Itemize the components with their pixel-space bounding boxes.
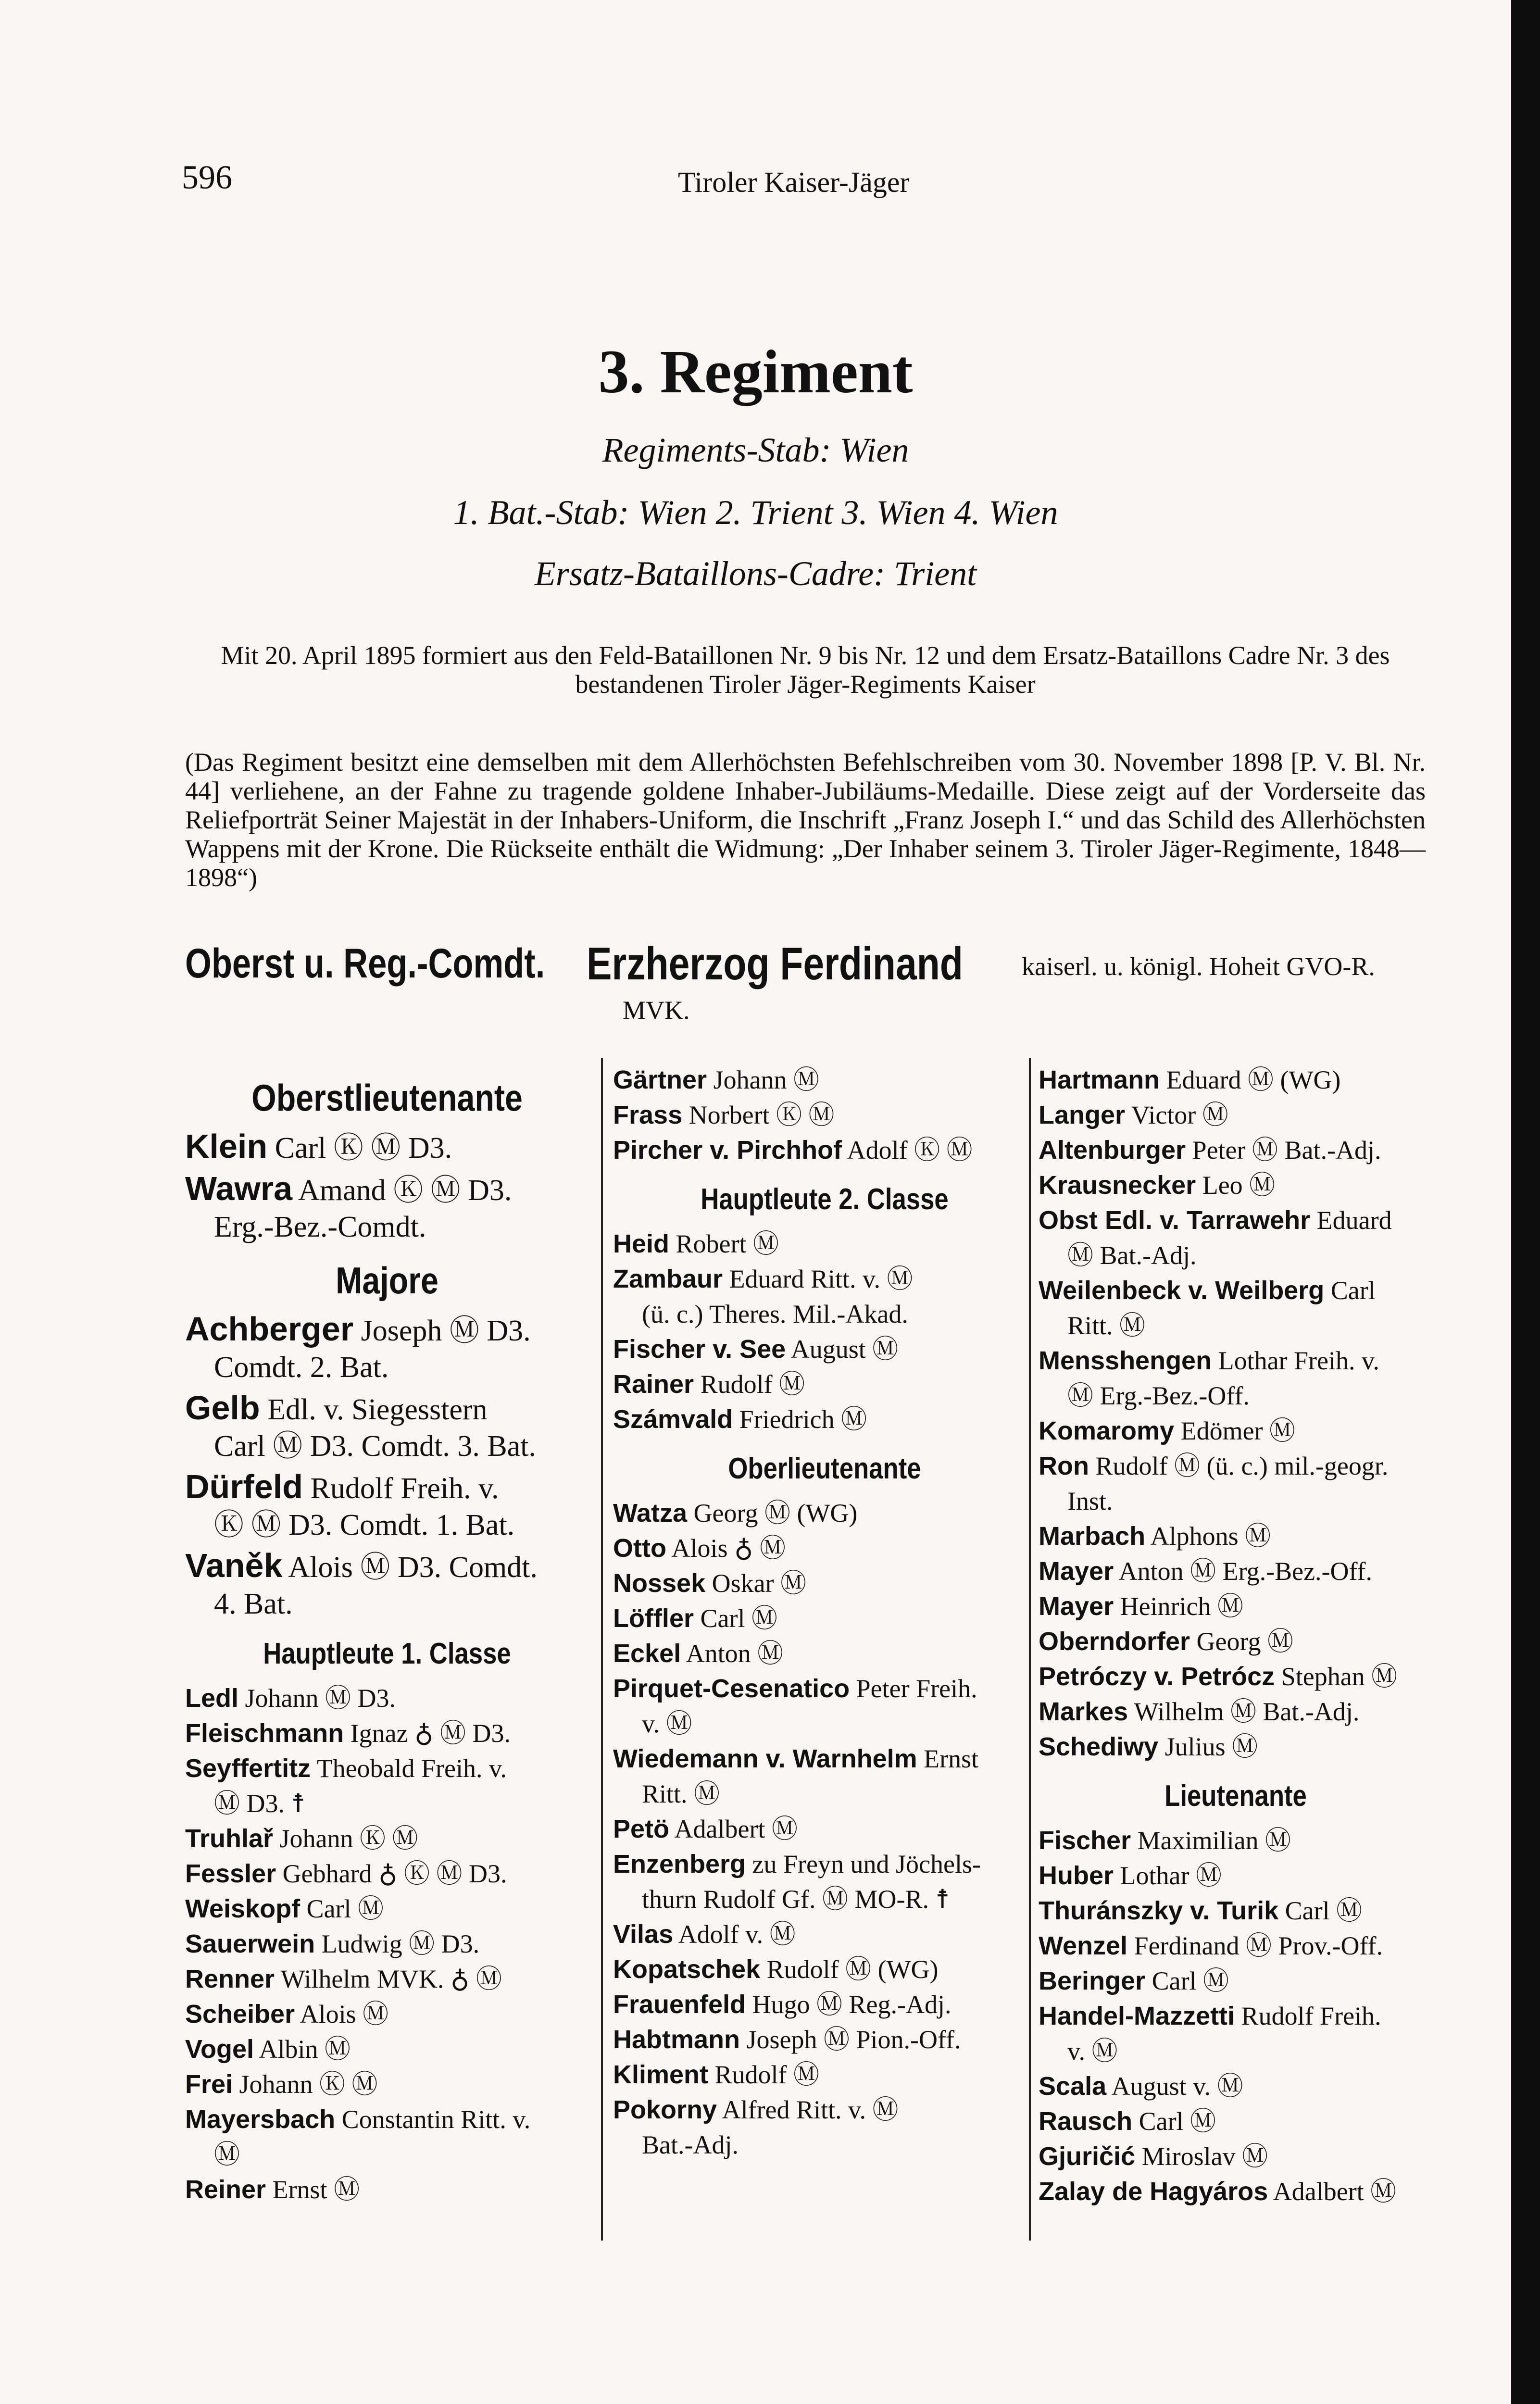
officer-details: Ferdinand Ⓜ Prov.-Off.: [1127, 1931, 1383, 1960]
officer-details: Johann Ⓚ Ⓜ: [273, 1824, 418, 1853]
officer-details: Eduard: [1310, 1206, 1392, 1235]
officer-details: August v. Ⓜ: [1106, 2072, 1243, 2101]
officer-surname: Markes: [1039, 1697, 1128, 1726]
officer-details: Johann Ⓜ D3.: [238, 1684, 396, 1713]
officer-details: zu Freyn und Jöchels-: [746, 1850, 981, 1878]
officer-details: Carl Ⓚ Ⓜ D3.: [267, 1132, 452, 1164]
roster-entry: [1039, 1999, 1433, 2069]
officer-surname: Frauenfeld: [613, 1990, 746, 2019]
entry-list: [613, 1063, 1036, 1168]
officer-details: Carl Ⓜ: [1278, 1896, 1363, 1925]
staff-line: Regiments-Stab: Wien: [602, 431, 909, 469]
officer-details: Ignaz ♁ Ⓜ D3.: [344, 1719, 511, 1748]
officer-surname: Eckel: [613, 1639, 681, 1668]
officer-details: Alois ♁ Ⓜ: [666, 1534, 786, 1563]
officer-details: Heinrich Ⓜ: [1114, 1592, 1244, 1621]
roster-entry: [1039, 1133, 1433, 1168]
officer-surname: Hartmann: [1039, 1065, 1160, 1094]
officer-surname: Gärtner: [613, 1065, 707, 1094]
officer-surname: Scala: [1039, 2072, 1107, 2101]
commander-rank: Oberst u. Reg.-Comdt.: [185, 940, 545, 987]
roster-entry: [185, 1891, 589, 1927]
formation-text: Mit 20. April 1895 formiert aus den Feld-Bataillonen Nr. 9 bis Nr. 12 und dem Ersatz-Bataillons Cadre Nr. 3 des bestandenen Tiroler Jäger-Regiments Kaiser: [221, 641, 1390, 699]
roster-entry: [1039, 1694, 1433, 1729]
officer-details: Adolf v. Ⓜ: [673, 1920, 796, 1949]
officer-details-continued: Bat.-Adj.: [642, 2130, 739, 2159]
officer-surname: Mayer: [1039, 1592, 1114, 1621]
officer-details: Peter Freih.: [850, 1674, 977, 1703]
officer-details-continued: Ritt. Ⓜ: [1067, 1311, 1146, 1340]
officer-details: Edömer Ⓜ: [1174, 1416, 1296, 1445]
roster-entry: [1039, 1449, 1433, 1519]
roster-entry: [613, 1636, 1036, 1671]
roster-entry: [613, 1987, 1036, 2022]
roster-entry: [1039, 1098, 1433, 1133]
officer-details: Edl. v. Siegesstern: [260, 1393, 488, 1426]
scan-edge: [1511, 0, 1540, 2404]
roster-entry: [1039, 1414, 1433, 1449]
ersatz-line: Ersatz-Bataillons-Cadre: Trient: [534, 554, 977, 593]
page-title: 3. Regiment: [598, 338, 913, 406]
roster-entry: [1039, 1554, 1433, 1589]
roster-entry: [1039, 2069, 1433, 2104]
officer-details: Adalbert Ⓜ: [1268, 2177, 1397, 2206]
entry-list: [1039, 1063, 1433, 1765]
officer-details: Anton Ⓜ: [681, 1639, 784, 1668]
roster-entry: [185, 1547, 589, 1622]
officer-details: Gebhard ♁ Ⓚ Ⓜ D3.: [276, 1859, 507, 1888]
officer-details: Carl Ⓜ: [1145, 1966, 1229, 1995]
officer-details: Norbert Ⓚ Ⓜ: [682, 1101, 835, 1129]
officer-surname: Fessler: [185, 1859, 276, 1888]
officer-surname: Renner: [185, 1965, 275, 1993]
officer-surname: Nossek: [613, 1569, 706, 1598]
officer-surname: Gelb: [185, 1389, 260, 1427]
officer-surname: Langer: [1039, 1101, 1126, 1129]
officer-surname: Wiedemann v. Warnhelm: [613, 1744, 917, 1773]
officer-details: Eduard Ⓜ (WG): [1160, 1065, 1341, 1094]
officer-details-continued: Ⓜ Bat.-Adj.: [1067, 1241, 1197, 1270]
officer-surname: Ron: [1039, 1452, 1089, 1480]
officer-surname: Heid: [613, 1229, 670, 1258]
roster-entry: [185, 1170, 589, 1245]
officer-surname: Handel-Mazzetti: [1039, 2002, 1235, 2030]
officer-surname: Számvald: [613, 1405, 733, 1434]
roster-entry: [185, 1681, 589, 1716]
officer-surname: Enzenberg: [613, 1850, 746, 1878]
officer-surname: Kliment: [613, 2060, 709, 2089]
officer-details-continued: v. Ⓜ: [1067, 2037, 1118, 2066]
entry-list: [185, 1311, 589, 1622]
roster-entry: [185, 1716, 589, 1751]
officer-surname: Petö: [613, 1815, 670, 1843]
roster-entry: [185, 1468, 589, 1543]
roster-entry: [613, 1133, 1036, 1168]
entry-list: [1039, 1823, 1433, 2209]
roster-entry: [1039, 1063, 1433, 1098]
officer-details-continued: (ü. c.) Theres. Mil.-Akad.: [642, 1300, 908, 1328]
officer-surname: Löffler: [613, 1604, 694, 1633]
officer-details: Johann Ⓜ: [707, 1065, 820, 1094]
roster-entry: [1039, 2139, 1433, 2174]
roster-entry: [613, 1847, 1036, 1917]
officer-surname: Fischer: [1039, 1826, 1131, 1855]
officer-surname: Huber: [1039, 1861, 1114, 1890]
officer-details: Carl: [1324, 1276, 1376, 1305]
officer-surname: Gjuričić: [1039, 2142, 1136, 2171]
roster-entry: [1039, 2104, 1433, 2139]
roster-entry: [613, 1262, 1036, 1332]
officer-surname: Achberger: [185, 1310, 354, 1348]
roster-entry: [613, 1952, 1036, 1987]
officer-details: Georg Ⓜ (WG): [687, 1499, 858, 1528]
officer-surname: Marbach: [1039, 1522, 1146, 1551]
officer-details: Carl Ⓜ: [300, 1894, 384, 1923]
roster-entry: [185, 1311, 589, 1386]
officer-surname: Habtmann: [613, 2025, 740, 2054]
officer-details: Amand Ⓚ Ⓜ D3.: [292, 1174, 512, 1207]
roster-entry: [185, 1821, 589, 1856]
roster-entry: [1039, 1203, 1433, 1273]
officer-surname: Fischer v. See: [613, 1335, 786, 1364]
officer-details: Carl Ⓜ: [1132, 2107, 1216, 2136]
commander-name: Erzherzog Ferdinand: [587, 938, 963, 989]
officer-details: Rudolf Freih.: [1235, 2002, 1381, 2030]
officer-surname: Seyffertitz: [185, 1754, 311, 1783]
officer-surname: Wenzel: [1039, 1931, 1128, 1960]
officer-details-continued: Erg.-Bez.-Comdt.: [214, 1211, 426, 1243]
officer-surname: Wawra: [185, 1170, 293, 1207]
officer-surname: Otto: [613, 1534, 666, 1563]
officer-surname: Frass: [613, 1101, 683, 1129]
section-heading: Oberlieutenante: [728, 1452, 921, 1485]
section-heading: Majore: [336, 1259, 438, 1302]
officer-surname: Thuránszky v. Turik: [1039, 1896, 1279, 1925]
officer-details: Albin Ⓜ: [254, 2035, 351, 2064]
roster-entry: [185, 2067, 589, 2102]
roster-entry: [613, 2092, 1036, 2163]
officer-details: Stephan Ⓜ: [1275, 1662, 1398, 1691]
officer-details: Johann Ⓚ Ⓜ: [233, 2070, 378, 2099]
medal-text: (Das Regiment besitzt eine demselben mit dem Allerhöchsten Befehlschreiben vom 30. November 1898 [P. V. Bl. Nr. 44] verliehene, an der Fahne zu tragende goldene Inhaber-Jubiläums-Medaille. Diese zeigt auf der Vorderseite das Reliefporträt Seiner Majestät in der Inhabers-Uniform, die Inschrift „Franz Joseph I.“ und das Schild des Allerhöchsten Wappens mit der Krone. Die Rückseite enthält die Widmung: „Der Inhaber seinem 3. Tiroler Jäger-Regimente, 1848—1898“): [185, 748, 1426, 892]
officer-details: Alfred Ritt. v. Ⓜ: [717, 2095, 899, 2124]
roster-entry: [185, 1856, 589, 1891]
officer-surname: Dürfeld: [185, 1468, 303, 1505]
officer-details-continued: Carl Ⓜ D3. Comdt. 3. Bat.: [214, 1430, 536, 1463]
roster-entry: [1039, 1659, 1433, 1694]
officer-details-continued: Ⓚ Ⓜ D3. Comdt. 1. Bat.: [214, 1509, 515, 1541]
column-divider: [601, 1058, 603, 2241]
officer-surname: Reiner: [185, 2175, 266, 2204]
roster-entry: [613, 2022, 1036, 2057]
officer-surname: Sauerwein: [185, 1929, 315, 1958]
officer-details: Georg Ⓜ: [1190, 1627, 1294, 1656]
roster-entry: [1039, 2174, 1433, 2209]
officer-details: Rudolf Freih. v.: [303, 1472, 499, 1505]
section-heading: Oberstlieutenante: [251, 1077, 523, 1119]
officer-details: Alois Ⓜ D3. Comdt.: [282, 1551, 538, 1584]
entry-list: [185, 1681, 589, 2207]
officer-surname: Pokorny: [613, 2095, 717, 2124]
officer-details: Carl Ⓜ: [694, 1604, 777, 1633]
roster-entry: [1039, 1858, 1433, 1893]
roster-entry: [185, 1962, 589, 1997]
roster-entry: [1039, 1589, 1433, 1624]
battalion-line: 1. Bat.-Stab: Wien 2. Trient 3. Wien 4. Wien: [453, 493, 1058, 532]
roster-entry: [185, 2172, 589, 2207]
roster-entry: [185, 1128, 589, 1166]
column-2: [613, 1063, 1036, 2163]
officer-surname: Obst Edl. v. Tarrawehr: [1039, 1206, 1311, 1235]
officer-surname: Vaněk: [185, 1547, 283, 1584]
officer-details: Rudolf Ⓜ (WG): [760, 1955, 939, 1984]
officer-surname: Scheiber: [185, 2000, 295, 2028]
roster-entry: [613, 1531, 1036, 1566]
roster-entry: [185, 1751, 589, 1821]
officer-details: Rudolf Ⓜ (ü. c.) mil.-geogr.: [1089, 1452, 1389, 1480]
officer-surname: Schediwy: [1039, 1732, 1159, 1761]
section-heading: Lieutenante: [1164, 1779, 1307, 1813]
officer-details: Maximilian Ⓜ: [1131, 1826, 1291, 1855]
entry-list: [185, 1128, 589, 1245]
roster-entry: [1039, 1624, 1433, 1659]
officer-details: Adolf Ⓚ Ⓜ: [842, 1136, 973, 1164]
officer-details: August Ⓜ: [786, 1335, 899, 1364]
officer-details: Rudolf Ⓜ: [694, 1370, 805, 1399]
roster-entry: [613, 1601, 1036, 1636]
officer-surname: Ledl: [185, 1684, 239, 1713]
officer-surname: Zambaur: [613, 1265, 723, 1293]
roster-entry: [1039, 1519, 1433, 1554]
officer-details: Peter Ⓜ Bat.-Adj.: [1186, 1136, 1381, 1164]
officer-details: Alois Ⓜ: [295, 2000, 389, 2028]
roster-entry: [613, 1227, 1036, 1262]
officer-surname: Petróczy v. Petrócz: [1039, 1662, 1275, 1691]
roster-entry: [613, 1098, 1036, 1133]
roster-entry: [1039, 1343, 1433, 1414]
running-title: Tiroler Kaiser-Jäger: [678, 166, 910, 198]
officer-details: Julius Ⓜ: [1158, 1732, 1258, 1761]
roster-entry: [613, 1332, 1036, 1367]
officer-surname: Komaromy: [1039, 1416, 1175, 1445]
officer-details: Theobald Freih. v.: [311, 1754, 507, 1783]
officer-surname: Kopatschek: [613, 1955, 761, 1984]
officer-surname: Frei: [185, 2070, 233, 2099]
roster-entry: [613, 1367, 1036, 1402]
officer-details-continued: Ⓜ: [214, 2140, 240, 2169]
officer-details: Robert Ⓜ: [669, 1229, 779, 1258]
officer-details: Lothar Freih. v.: [1212, 1346, 1379, 1375]
roster-entry: [613, 1566, 1036, 1601]
officer-surname: Mayersbach: [185, 2105, 336, 2134]
officer-surname: Rausch: [1039, 2107, 1133, 2136]
officer-surname: Fleischmann: [185, 1719, 344, 1748]
roster-entry: [185, 2102, 589, 2172]
officer-details: Ernst: [917, 1744, 979, 1773]
roster-entry: [1039, 1893, 1433, 1928]
commander-entry: [185, 938, 1435, 1025]
officer-details-continued: thurn Rudolf Gf. Ⓜ MO-R. ☨: [642, 1885, 950, 1914]
officer-details: Constantin Ritt. v.: [335, 2105, 531, 2134]
officer-details-continued: Comdt. 2. Bat.: [214, 1351, 389, 1384]
officer-details: Ludwig Ⓜ D3.: [315, 1929, 480, 1958]
commander-line2: MVK.: [623, 996, 690, 1025]
commander-extra: kaiserl. u. königl. Hoheit GVO-R.: [1022, 952, 1375, 981]
officer-details-continued: 4. Bat.: [214, 1588, 293, 1620]
roster-entry: [613, 1496, 1036, 1531]
officer-details: Joseph Ⓜ D3.: [353, 1315, 531, 1347]
officer-surname: Mayer: [1039, 1557, 1114, 1586]
officer-details-continued: Ⓜ Erg.-Bez.-Off.: [1067, 1381, 1250, 1410]
roster-entry: [185, 2032, 589, 2067]
officer-details-continued: Inst.: [1067, 1487, 1113, 1515]
officer-surname: Vilas: [613, 1920, 674, 1949]
officer-details: Wilhelm Ⓜ Bat.-Adj.: [1128, 1697, 1360, 1726]
section-heading: Hauptleute 1. Classe: [263, 1637, 511, 1670]
officer-details: Eduard Ritt. v. Ⓜ: [723, 1265, 913, 1293]
roster-entry: [185, 1927, 589, 1962]
officer-surname: Pircher v. Pirchhof: [613, 1136, 842, 1164]
officer-surname: Mensshengen: [1039, 1346, 1212, 1375]
officer-details: Joseph Ⓜ Pion.-Off.: [740, 2025, 961, 2054]
officer-surname: Klein: [185, 1127, 268, 1165]
officer-surname: Oberndorfer: [1039, 1627, 1190, 1656]
section-heading: Hauptleute 2. Classe: [701, 1183, 949, 1216]
officer-surname: Krausnecker: [1039, 1171, 1196, 1200]
officer-details-continued: Ⓜ D3. ☨: [214, 1789, 305, 1818]
officer-details: Oskar Ⓜ: [705, 1569, 807, 1598]
entry-list: [613, 1496, 1036, 2163]
officer-surname: Rainer: [613, 1370, 694, 1399]
officer-details: Leo Ⓜ: [1196, 1171, 1276, 1200]
officer-details: Alphons Ⓜ: [1145, 1522, 1271, 1551]
roster-entry: [1039, 1168, 1433, 1203]
officer-surname: Beringer: [1039, 1966, 1146, 1995]
officer-surname: Altenburger: [1039, 1136, 1186, 1164]
roster-entry: [1039, 1928, 1433, 1964]
roster-entry: [1039, 1273, 1433, 1343]
roster-entry: [185, 1997, 589, 2032]
roster-entry: [1039, 1729, 1433, 1765]
officer-details: Friedrich Ⓜ: [733, 1405, 867, 1434]
roster-entry: [613, 1063, 1036, 1098]
officer-details: Victor Ⓜ: [1125, 1101, 1228, 1129]
roster-entry: [613, 1812, 1036, 1847]
roster-entry: [613, 1741, 1036, 1812]
officer-surname: Zalay de Hagyáros: [1039, 2177, 1268, 2206]
officer-details: Rudolf Ⓜ: [708, 2060, 820, 2089]
roster-entry: [185, 1390, 589, 1465]
entry-list: [613, 1227, 1036, 1437]
column-1: [185, 1063, 589, 2207]
officer-surname: Watza: [613, 1499, 688, 1528]
officer-surname: Weilenbeck v. Weilberg: [1039, 1276, 1325, 1305]
officer-details: Hugo Ⓜ Reg.-Adj.: [746, 1990, 952, 2019]
officer-details: Ernst Ⓜ: [266, 2175, 360, 2204]
roster-entry: [613, 1671, 1036, 1741]
officer-details: Lothar Ⓜ: [1114, 1861, 1222, 1890]
column-3: [1039, 1063, 1433, 2209]
officer-details: Miroslav Ⓜ: [1135, 2142, 1268, 2171]
officer-details-continued: Ritt. Ⓜ: [642, 1779, 720, 1808]
officer-surname: Pirquet-Cesenatico: [613, 1674, 850, 1703]
officer-details: Wilhelm MVK. ♁ Ⓜ: [275, 1965, 502, 1993]
officer-surname: Vogel: [185, 2035, 254, 2064]
roster-entry: [613, 1917, 1036, 1952]
officer-details: Anton Ⓜ Erg.-Bez.-Off.: [1114, 1557, 1373, 1586]
officer-details: Adalbert Ⓜ: [669, 1815, 798, 1843]
page-number: 596: [182, 159, 232, 196]
roster-entry: [1039, 1823, 1433, 1858]
officer-surname: Weiskopf: [185, 1894, 300, 1923]
roster-entry: [1039, 1964, 1433, 1999]
roster-entry: [613, 2057, 1036, 2092]
roster-entry: [613, 1402, 1036, 1437]
officer-details-continued: v. Ⓜ: [642, 1709, 692, 1738]
officer-surname: Truhlař: [185, 1824, 274, 1853]
